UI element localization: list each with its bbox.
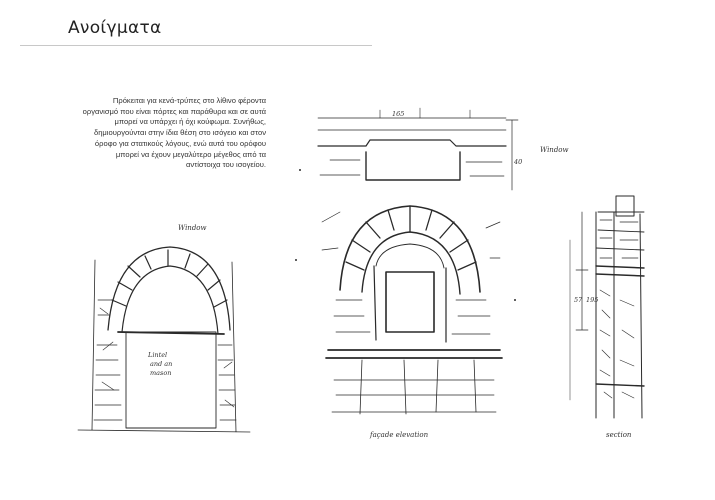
middle-window-sketch bbox=[296, 108, 569, 439]
right-dim-b: 195 bbox=[586, 296, 599, 304]
left-window-sketch bbox=[78, 224, 250, 432]
middle-dim-side: 40 bbox=[514, 158, 523, 166]
middle-sketch-caption: façade elevation bbox=[370, 431, 429, 439]
left-sketch-note-2: and an bbox=[150, 360, 173, 368]
left-sketch-note-3: mason bbox=[150, 369, 172, 377]
middle-dim-top: 165 bbox=[392, 110, 405, 118]
right-section-sketch bbox=[570, 196, 644, 439]
right-dim-a: 57 bbox=[574, 296, 583, 304]
page-title: Ανοίγματα bbox=[68, 18, 162, 38]
body-paragraph: Πρόκειται για κενά-τρύπες στο λίθινο φέροντα οργανισμό που είναι πόρτες και παράθυρα και σε αυτά μπορεί να υπάρχει ή όχι κούφωμα. Συνήθως, δημιουργούνται στην ίδια θέση στο ισόγειο και στον όροφο για στατικούς λόγους, ενώ αυτά του ορόφου μπορεί να έχουν μεγαλύτερο μέγεθος από τα αντίστοιχα του ισογείου. bbox=[82, 96, 266, 170]
left-sketch-note-1: Lintel bbox=[148, 351, 168, 359]
left-sketch-heading: Window bbox=[178, 224, 207, 232]
middle-sketch-heading: Window bbox=[540, 146, 569, 154]
right-sketch-caption: section bbox=[606, 431, 632, 439]
